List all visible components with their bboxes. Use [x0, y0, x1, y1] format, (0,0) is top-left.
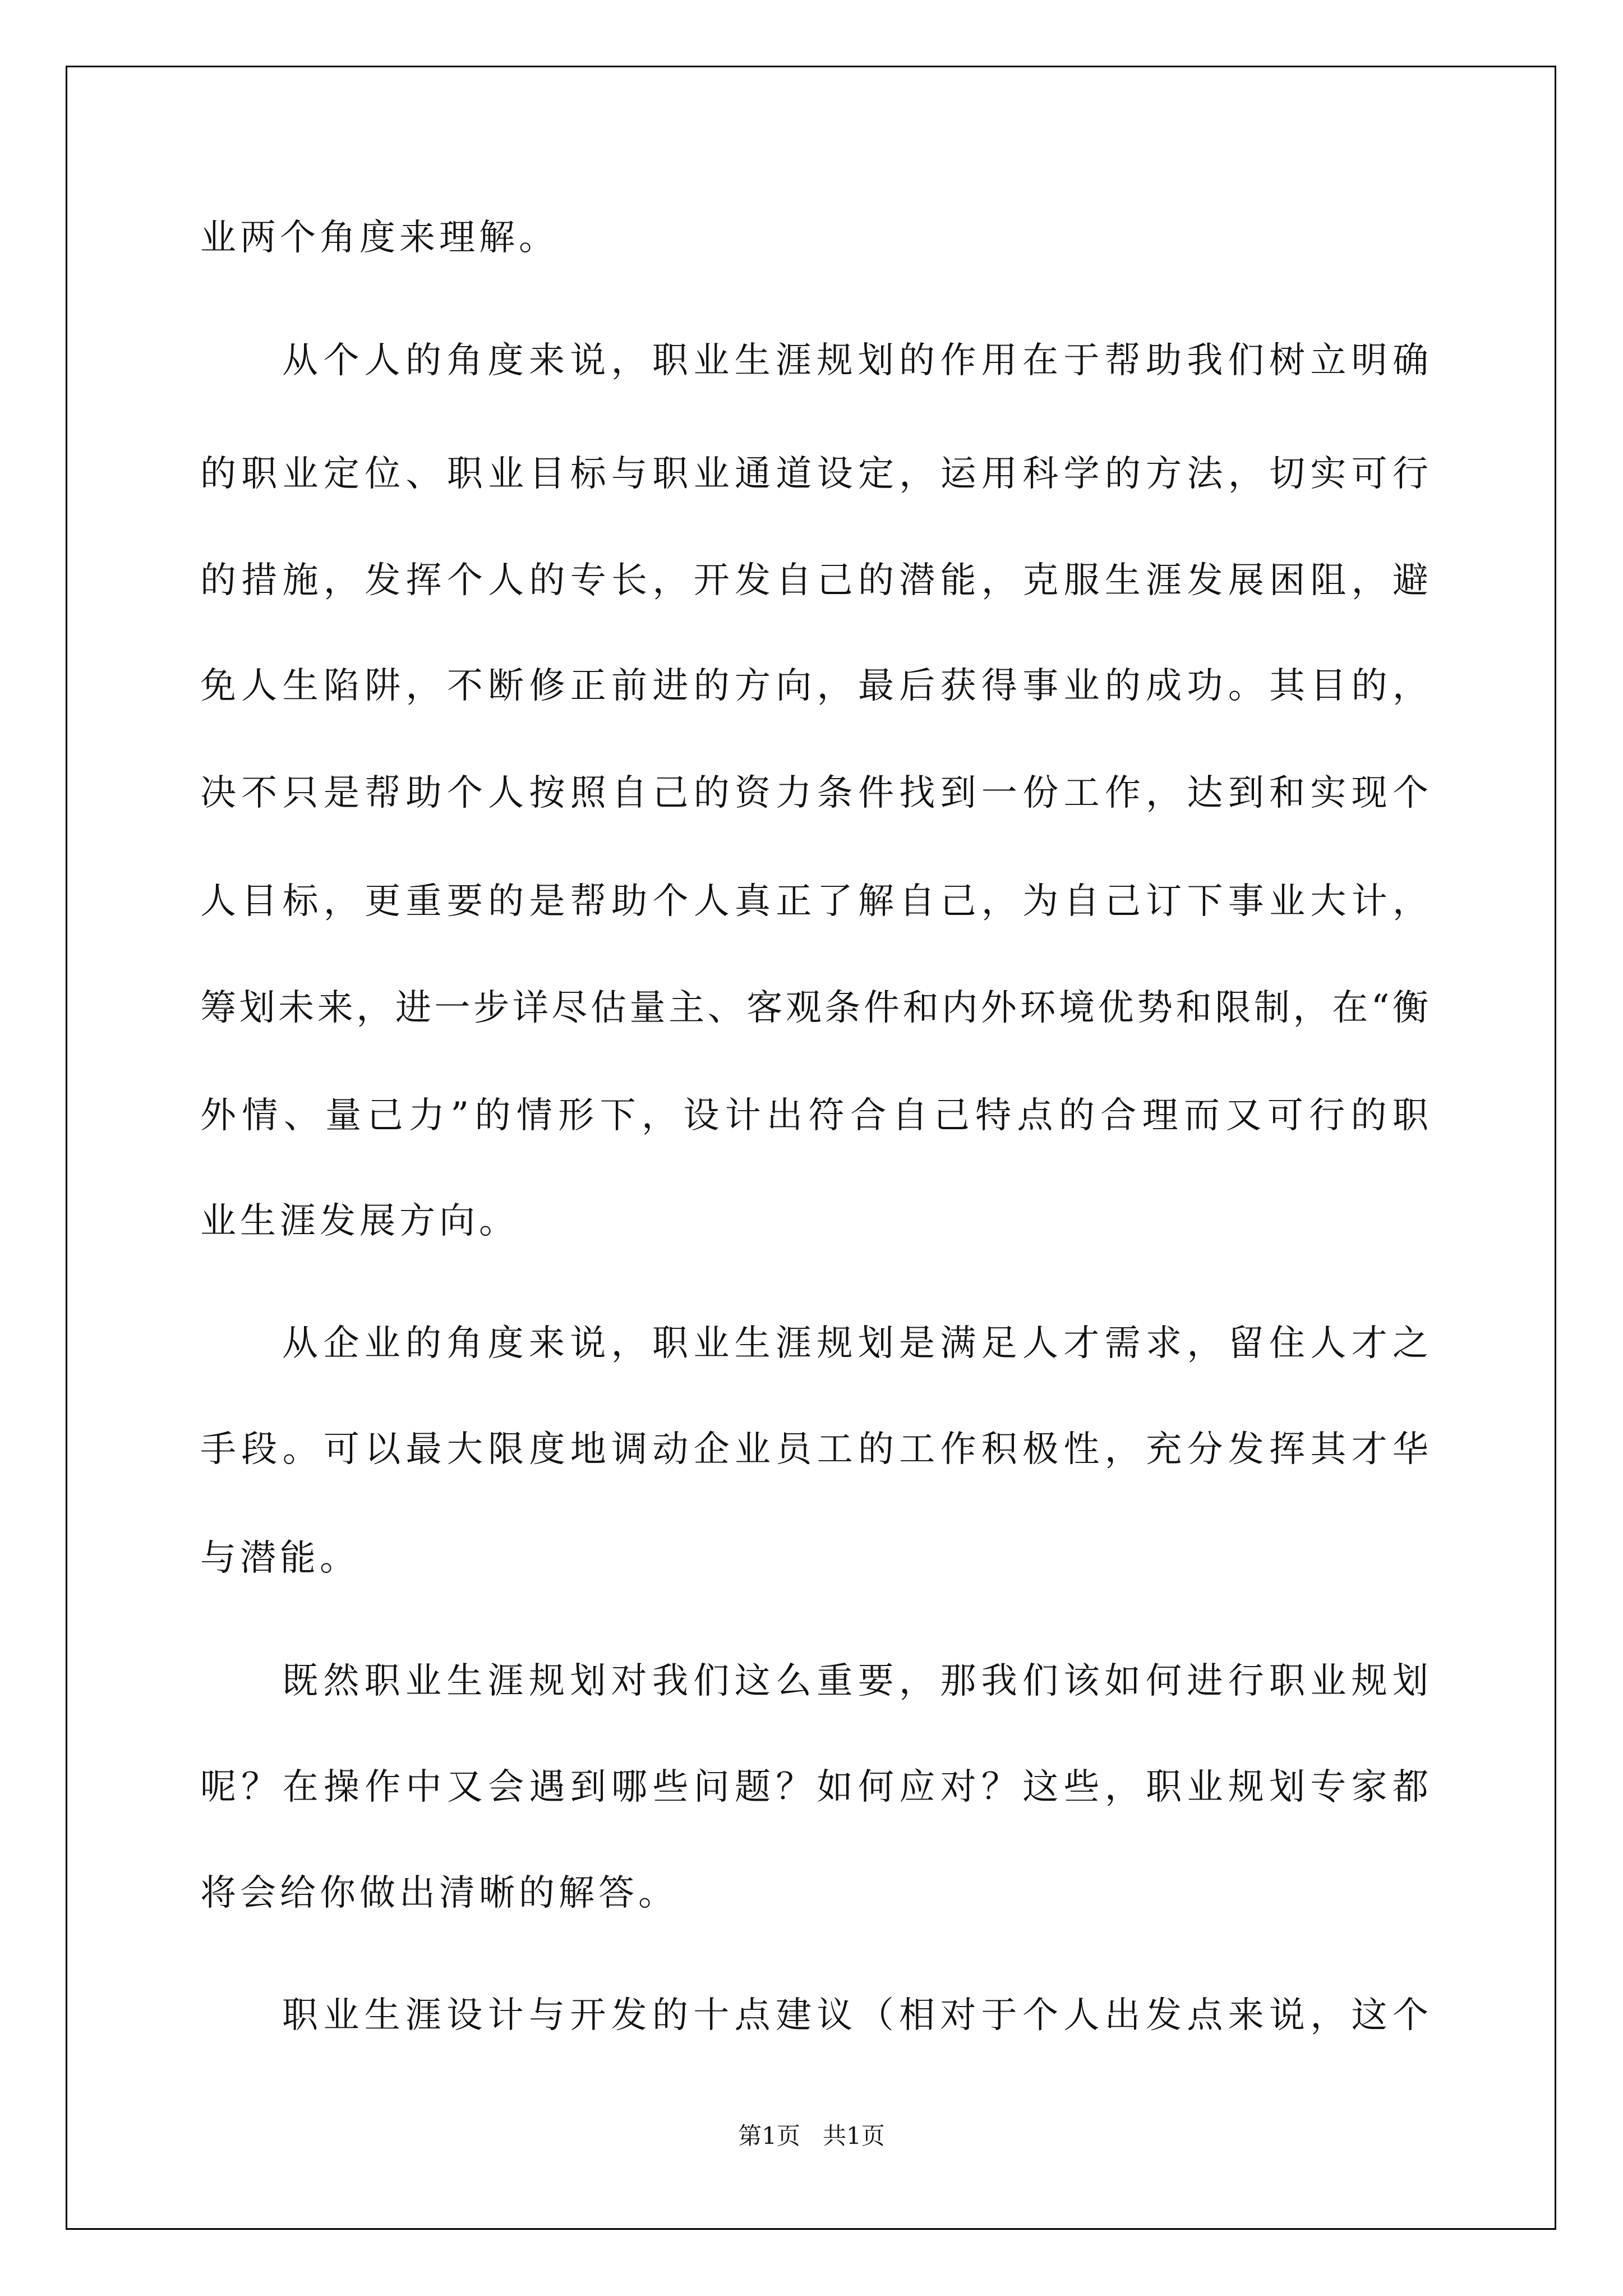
text-line-11: 从企业的角度来说，职业生涯规划是满足人才需求，留住人才之 [282, 1323, 1428, 1364]
text-line-6: 决不只是帮助个人按照自己的资力条件找到一份工作，达到和实现个 [200, 772, 1428, 814]
text-line-4: 的措施，发挥个人的专长，开发自己的潜能，克服生涯发展困阻，避 [200, 560, 1428, 601]
text-line-8: 筹划未来，进一步详尽估量主、客观条件和内外环境优势和限制，在“衡 [200, 987, 1428, 1029]
text-line-17: 职业生涯设计与开发的十点建议（相对于个人出发点来说，这个 [282, 1995, 1428, 2036]
text-line-3: 的职业定位、职业目标与职业通道设定，运用科学的方法，切实可行 [200, 453, 1428, 495]
text-line-2: 从个人的角度来说，职业生涯规划的作用在于帮助我们树立明确 [282, 340, 1428, 381]
text-line-12: 手段。可以最大限度地调动企业员工的工作积极性，充分发挥其才华 [200, 1429, 1428, 1470]
text-line-9: 外情、量己力”的情形下，设计出符合自己特点的合理而又可行的职 [200, 1095, 1428, 1137]
text-line-5: 免人生陷阱，不断修正前进的方向，最后获得事业的成功。其目的， [200, 665, 1428, 707]
text-line-15: 呢？在操作中又会遇到哪些问题？如何应对？这些，职业规划专家都 [200, 1766, 1428, 1808]
text-line-1: 业两个角度来理解。 [200, 217, 559, 259]
text-line-13: 与潜能。 [200, 1538, 359, 1579]
page-number-current: 第1页 [738, 2122, 800, 2150]
text-line-14: 既然职业生涯规划对我们这么重要，那我们该如何进行职业规划 [282, 1660, 1428, 1702]
text-line-10: 业生涯发展方向。 [200, 1200, 519, 1242]
page-number-total: 共1页 [823, 2122, 885, 2150]
text-line-16: 将会给你做出清晰的解答。 [200, 1872, 678, 1914]
text-line-7: 人目标，更重要的是帮助个人真正了解自己，为自己订下事业大计， [200, 881, 1428, 922]
page-footer [0, 2124, 1623, 2148]
